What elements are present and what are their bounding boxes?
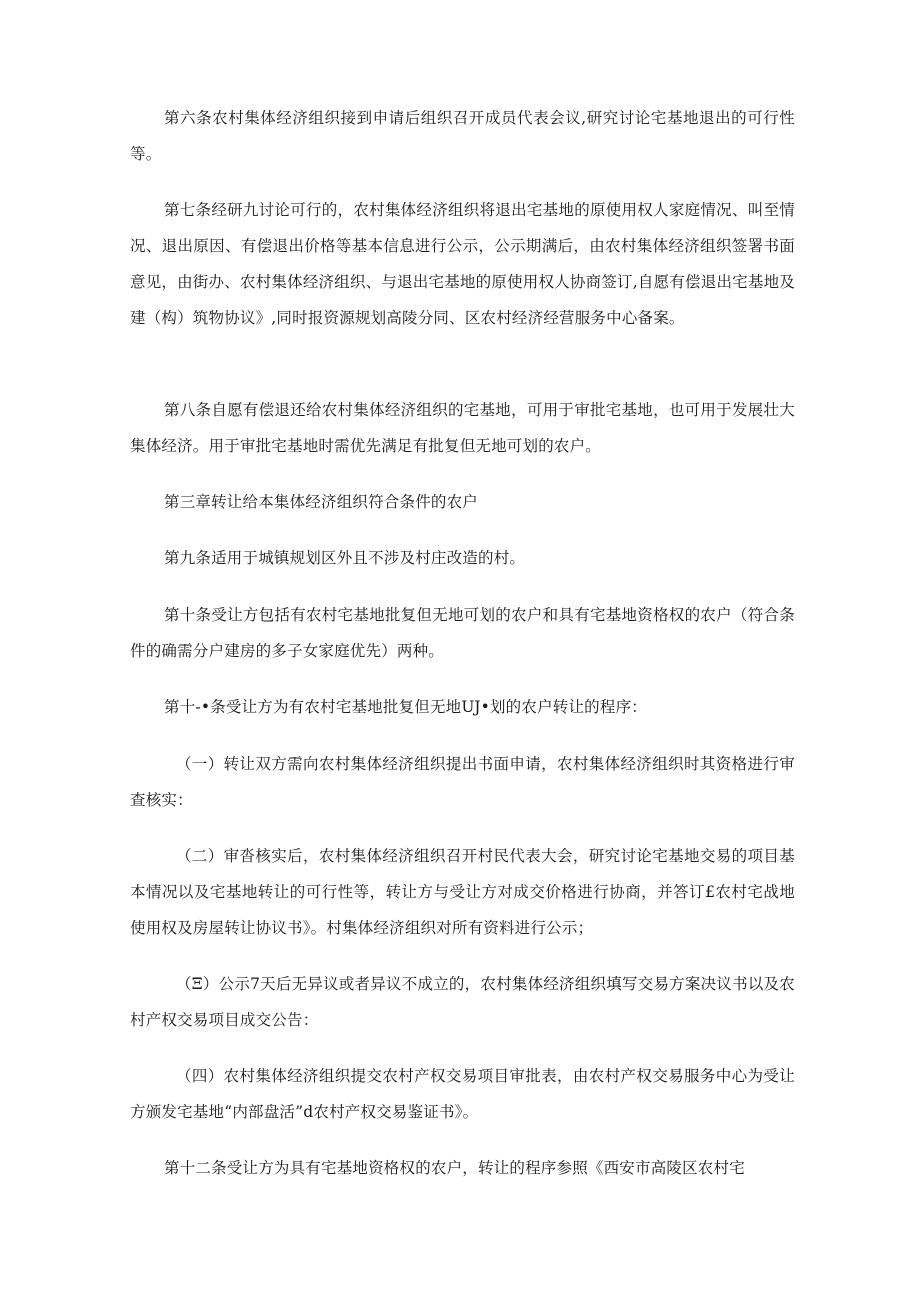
article-6-paragraph: 第六条农村集体经济组织接到申请后组织召开成员代表会议,研究讨论宅基地退出的可行性等。 xyxy=(130,109,795,163)
article-11-paragraph: 第十-•条受让方为有农村宅基地批复但无地UJ•划的农户转让的程序： xyxy=(164,698,647,716)
article-7-paragraph: 第七条经研九讨论可行的，农村集体经济组织将退出宅基地的原使用权人家庭情况、叫至情况、退出原因、有偿退出价格等基本信息进行公示，公示期满后，由农村集体经济组织签署书面意见，由街办、农村集体经济组织、与退出宅基地的原使用权人协商签订,自愿有偿退出宅基地及建（构）筑物协议》,同时报资源规划高陵分同、区农村经济经营服务中心备案。 xyxy=(130,201,795,327)
article-12-paragraph: 第十二条受让方为具有宅基地资格权的农户，转让的程序参照《西安市高陵区农村宅 xyxy=(164,1159,745,1177)
procedure-item-4: （四）农村集体经济组织提交农村产权交易项目审批表，由农村产权交易服务中心为受让方颁发宅基地“内部盘活”d农村产权交易鉴证书》。 xyxy=(130,1067,795,1121)
article-8-paragraph: 第八条自愿有偿退还给农村集体经济组织的宅基地，可用于审批宅基地，也可用于发展壮大集体经济。用于审批宅基地时需优先满足有批复但无地可划的农户。 xyxy=(130,401,795,455)
procedure-item-3: （Ξ）公示7天后无异议或者异议不成立的，农村集体经济组织填写交易方案决议书以及农村产权交易项目成交公告： xyxy=(130,975,795,1029)
procedure-item-2: （二）审沓核实后，农村集体经济组织召开村民代表大会，研究讨论宅基地交易的项目基本情况以及宅基地转让的可行性等，转让方与受让方对成交价格进行协商，并答订£农村宅战地使用权及房屋转让协议书》。村集体经济组织对所有资料进行公示； xyxy=(130,847,795,937)
procedure-item-1: （一）转让双方需向农村集体经济组织提出书面申请，农村集体经济组织时其资格进行审查核实： xyxy=(130,755,795,809)
article-9-paragraph: 第九条适用于城镇规划区外且不涉及村庄改造的村。 xyxy=(164,549,526,567)
chapter-3-heading: 第三章转让给本集体经济组织符合条件的农户 xyxy=(164,493,479,511)
article-10-paragraph: 第十条受让方包括有农村宅基地批复但无地可划的农户和具有宅基地资格权的农户（符合条件的确需分户建房的多子女家庭优先）两种。 xyxy=(130,606,795,660)
